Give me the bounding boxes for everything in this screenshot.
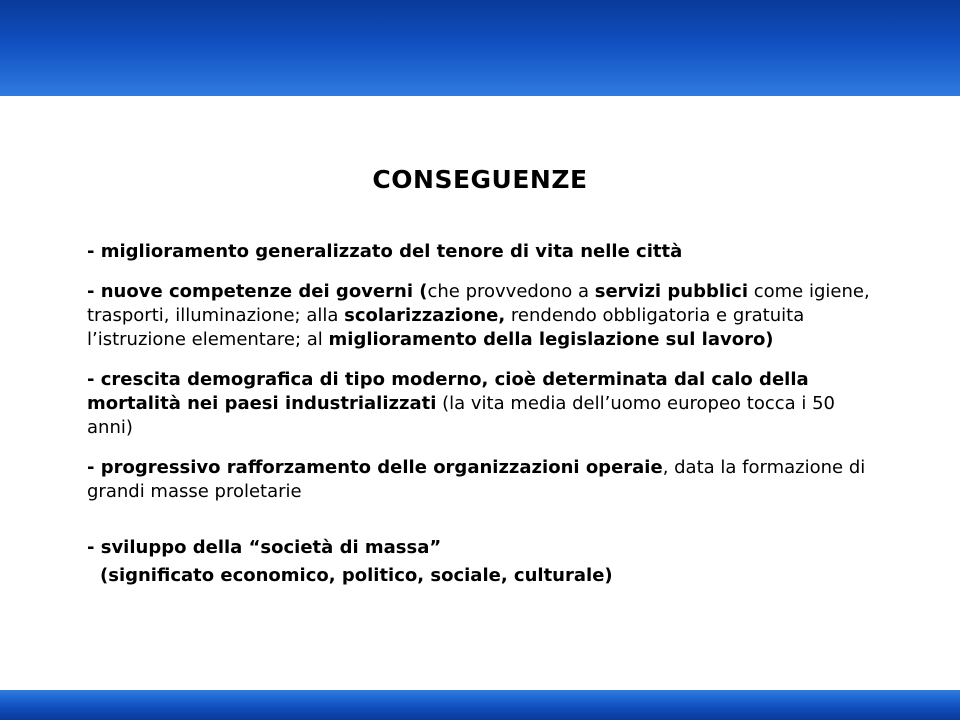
point-text-bold: servizi pubblici <box>594 281 749 302</box>
point-text: come igiene, trasporti, illuminazione; alla <box>87 281 870 326</box>
point-living-standards <box>87 240 872 264</box>
point-mass-society <box>87 536 872 560</box>
point-workers-organizations <box>87 456 872 504</box>
point-demographic-growth <box>87 368 872 440</box>
point-text-bold: - progressivo rafforzamento delle organizzazioni operaie <box>87 457 663 478</box>
point-text-bold: miglioramento della legislazione sul lavoro) <box>328 329 774 350</box>
point-government-competences <box>87 280 872 352</box>
point-text: che provvedono a <box>427 281 595 302</box>
slide-title: CONSEGUENZE <box>372 165 588 194</box>
point-mass-society-meaning <box>87 564 872 588</box>
header-band <box>0 0 960 96</box>
point-text: rendendo obbligatoria e gratuita l’istruzione elementare; al <box>87 305 805 350</box>
point-text-bold: - nuove competenze dei governi ( <box>87 281 428 302</box>
point-text-bold: - miglioramento generalizzato del tenore di vita nelle città <box>87 241 683 262</box>
point-text: (la vita media dell’uomo europeo tocca i 50 anni) <box>87 393 836 438</box>
slide-content <box>87 240 872 588</box>
point-text-bold: (significato economico, politico, sociale, culturale) <box>100 565 613 586</box>
point-text-bold: - sviluppo della “società di massa” <box>87 537 442 558</box>
point-text-bold: scolarizzazione, <box>344 305 506 326</box>
point-text: , data la formazione di grandi masse proletarie <box>87 457 866 502</box>
point-text-bold: - crescita demografica di tipo moderno, cioè determinata dal calo della mortalità nei paesi industrializzati <box>87 369 809 414</box>
footer-band <box>0 690 960 720</box>
